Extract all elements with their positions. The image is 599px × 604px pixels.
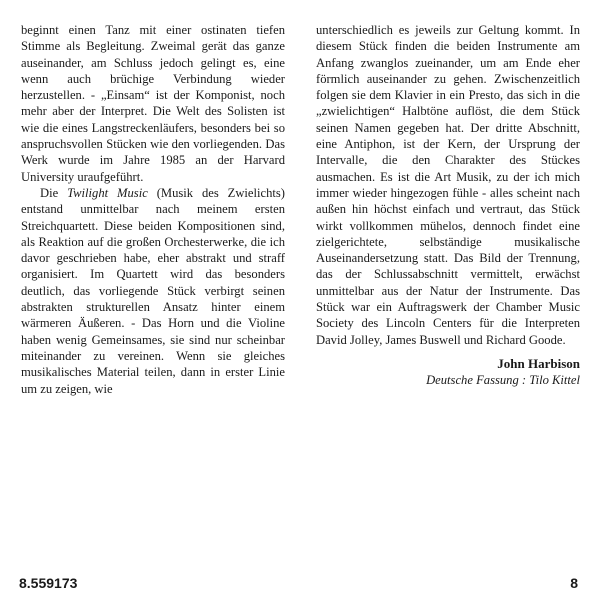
right-paragraph-1: unterschiedlich es jeweils zur Geltung kommt. In diesem Stück finden die beiden Instrumente am Anfang zwanglos zueinander, um am Ende eher förmlich auseinander zu gehen. Zwischenzeitlich folgen sie dem Klavier in ein Presto, das sich in die „zwielichtigen“ Halbtöne auflöst, die dem Stück seinen Namen gegeben hat. Der dritte Abschnitt, eine Antiphon, ist der Kern, der Ursprung der Intervalle, die den Charakter des Stückes ausmachen. Es ist die Art Musik, zu der ich mich immer wieder hingezogen fühle - alles scheint nach außen hin höchst einfach und vertraut, das Stück wirkt vollkommen mühelos, dennoch findet eine zielgerichtete, selbständige musikalische Auseinandersetzung statt. Das Bild der Trennung, das der Schlussabschnitt vermittelt, erwächst unmittelbar aus der Natur der Instrumente. Das Stück war ein Auftragswerk der Chamber Music Society des Lincoln Centers für die Interpreten David Jolley, James Buswell und Richard Goode.	[316, 23, 580, 347]
page-number: 8	[570, 575, 578, 591]
left-text-column	[21, 22, 285, 397]
paragraph-2-prefix: Die	[40, 185, 68, 200]
author-name: John Harbison	[497, 355, 580, 371]
work-title-twilight-music: Twilight Music	[67, 185, 148, 200]
translation-credit: Deutsche Fassung : Tilo Kittel	[426, 372, 580, 387]
catalog-number: 8.559173	[19, 575, 78, 591]
left-paragraph-1: beginnt einen Tanz mit einer ostinaten tiefen Stimme als Begleitung. Zweimal gerät das ganze auseinander, am Schluss jedoch gelingt es, eine wenn auch brüchige Verbindung wieder herzustellen. - „Einsam“ ist der Komponist, noch mehr aber der Interpret. Die Welt des Solisten ist wie die eines Langstreckenläufers, besonders bei so anspruchsvollen Stücken wie den vorliegenden. Das Werk wurde im Jahre 1985 an der Harvard University uraufgeführt.	[21, 23, 285, 184]
right-text-column	[316, 22, 580, 388]
paragraph-2-body: (Musik des Zwielichts) entstand unmittelbar nach meinem ersten Streichquartett. Diese beiden Kompositionen sind, als Reaktion auf die großen Orchesterwerke, die ich davor geschrieben habe, eher abstrakt und straff organisiert. Im Quartett wird das besonders deutlich, das vorliegende Stück verbirgt seinen abstrakten strukturellen Ansatz hinter einem wärmeren Äußeren. - Das Horn und die Violine haben wenig Gemeinsames, sie sind nur scheinbar miteinander zu vereinen. Wenn sie gleiches musikalisches Material teilen, dann in erster Linie um zu zeigen, wie	[21, 185, 285, 396]
left-paragraph-2	[21, 185, 285, 397]
credit-block	[316, 356, 580, 388]
